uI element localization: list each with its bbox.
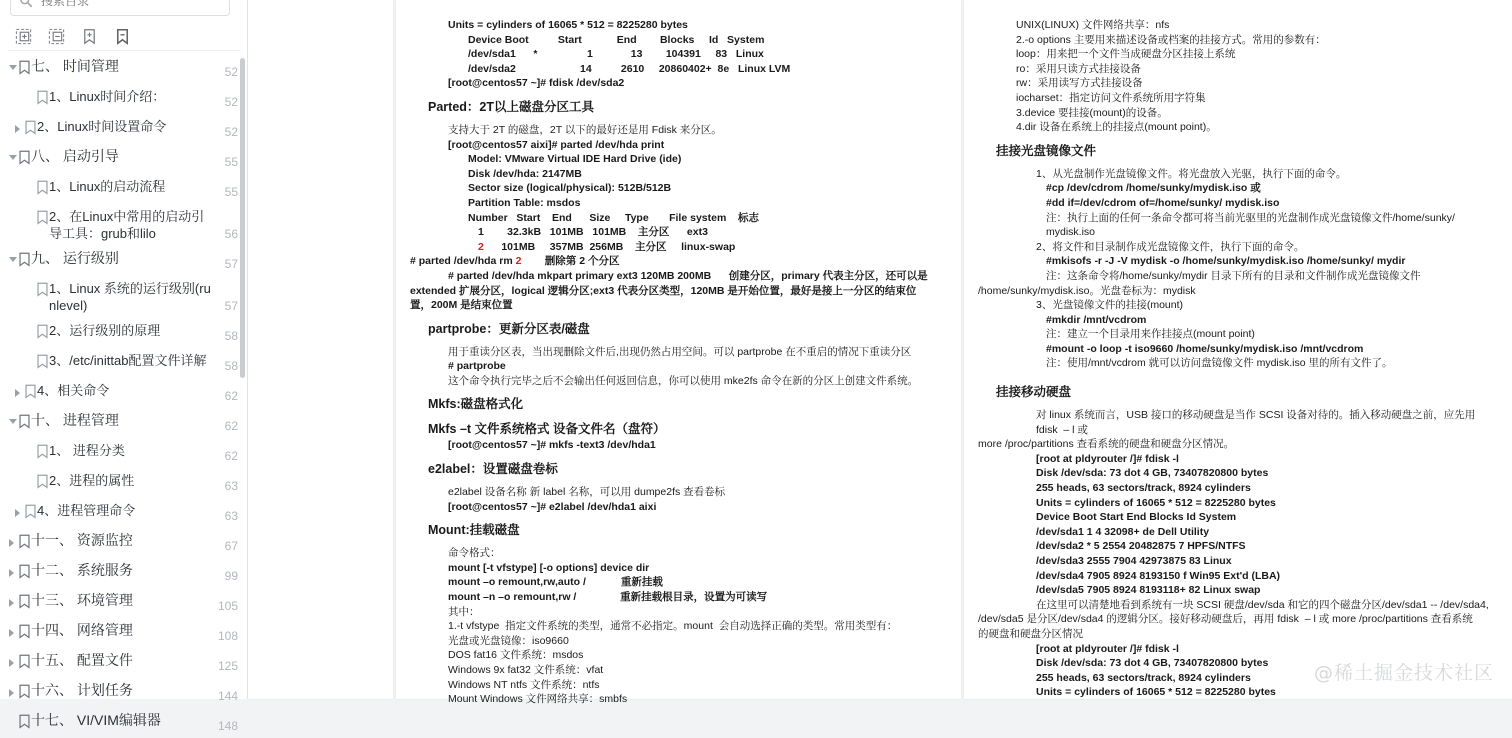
bookmark-icon	[36, 90, 49, 105]
doc-line: Disk /dev/sda: 73 dot 4 GB, 73407820800 bytes	[1036, 467, 1269, 480]
outline-item-label: 十二、 系统服务	[31, 562, 133, 578]
outline-item-label: 十一、 资源监控	[31, 532, 133, 548]
outline-item-page: 148	[217, 719, 238, 733]
bookmark-icon	[18, 684, 31, 699]
outline-item-page: 57	[224, 299, 238, 313]
outline-item-label: 1、 进程分类	[49, 443, 125, 458]
doc-line: [root@centos57 ~]# e2label /dev/hda1 aixi	[448, 500, 657, 513]
outline-list	[0, 54, 248, 733]
search-input[interactable]	[39, 0, 209, 9]
outline-item-page: 144	[217, 689, 238, 703]
doc-line: /home/sunky/mydisk.iso。光盘卷标为：mydisk	[978, 284, 1196, 297]
outline-item-page: 52	[224, 65, 238, 79]
doc-line: iocharset：指定访问文件系统所用字符集	[1016, 91, 1206, 104]
doc-line: more /proc/partitions 查看系统的硬盘和硬盘分区情况。	[978, 438, 1235, 451]
outline-item-label: 2、运行级别的原理	[49, 323, 161, 338]
doc-heading: 挂接移动硬盘	[996, 385, 1072, 400]
outline-item[interactable]	[0, 408, 248, 438]
page-top-margin	[978, 0, 1498, 18]
outline-item-page: 55	[224, 155, 238, 169]
doc-line: 对 linux 系统而言，USB 接口的移动硬盘是当作 SCSI 设备对待的。插入移动硬盘之前，应先用 fdisk – l 或	[1036, 409, 1479, 436]
outline-item[interactable]	[0, 84, 248, 114]
doc-line: [root@centos57 ~]# fdisk /dev/sda2	[448, 77, 625, 90]
bookmark-icon	[18, 150, 31, 165]
outline-item[interactable]	[0, 54, 248, 84]
document-page-2	[396, 0, 961, 706]
bookmark-icon	[18, 414, 31, 429]
outline-item[interactable]	[0, 648, 248, 678]
doc-line: mount –n –o remount,rw / 重新挂载根目录，设置为可读写	[448, 591, 768, 604]
outline-item-page: 63	[224, 479, 238, 493]
doc-line: 2、将文件和目录制作成光盘镜像文件，执行下面的命令。	[1036, 240, 1305, 253]
highlight-text: 2	[478, 240, 502, 253]
document-page-3	[964, 0, 1512, 699]
doc-line: 注：使用/mnt/vcdrom 就可以访问盘镜像文件 mydisk.iso 里的所有文件了。	[1046, 357, 1393, 370]
outline-item-page: 52	[224, 95, 238, 109]
outline-item-label: 3、/etc/inittab配置文件详解	[49, 353, 207, 368]
outline-item-page: 62	[224, 389, 238, 403]
doc-line: 命令格式：	[448, 547, 501, 560]
doc-line: 255 heads, 63 sectors/track, 8924 cylinders	[1036, 482, 1251, 495]
page-top-margin	[410, 0, 947, 18]
doc-line: Number Start End Size Type File system 标志	[468, 211, 759, 224]
doc-line: # parted /dev/hda rm 2 删除第 2 个分区	[410, 255, 620, 268]
doc-heading: Mount:挂载磁盘	[428, 523, 520, 538]
outline-item-label: 1、Linux 系统的运行级别(runlevel)	[49, 281, 211, 313]
bookmark-icon	[18, 654, 31, 669]
doc-line: 置，200M 是结束位置	[410, 299, 513, 312]
doc-line: /dev/sda2 14 2610 20860402+ 8e Linux LVM	[468, 62, 791, 75]
doc-line: mount –o remount,rw,auto / 重新挂载	[448, 576, 663, 589]
outline-item-label: 十五、 配置文件	[31, 652, 133, 668]
doc-line: #mount -o loop -t iso9660 /home/sunky/mydisk.iso /mnt/vcdrom	[1046, 342, 1364, 355]
bookmark-icon	[18, 564, 31, 579]
outline-item-page: 62	[224, 419, 238, 433]
doc-line: /dev/sda4 7905 8924 8193150 f Win95 Ext'd (LBA)	[1036, 569, 1281, 582]
bookmark-icon	[18, 252, 31, 267]
outline-item-label: 2、进程的属性	[49, 473, 135, 488]
bookmark-icon	[36, 474, 49, 489]
add-bookmark-icon[interactable]	[81, 28, 98, 45]
outline-item-page: 67	[224, 539, 238, 553]
expand-all-icon[interactable]	[15, 28, 32, 45]
bookmark-icon	[18, 714, 31, 729]
doc-heading: partprobe：更新分区表/磁盘	[428, 321, 590, 336]
doc-line: 注：这条命令将/home/sunky/mydir 目录下所有的目录和文件制作成光盘镜像文件	[1046, 269, 1421, 282]
outline-item-label: 七、 时间管理	[31, 58, 119, 74]
outline-item[interactable]	[0, 438, 248, 468]
bookmark-icon	[18, 594, 31, 609]
outline-item[interactable]	[0, 588, 248, 618]
outline-item[interactable]	[0, 708, 248, 738]
doc-line: 支持大于 2T 的磁盘，2T 以下的最好还是用 Fdisk 来分区。	[448, 123, 722, 136]
doc-line: [root@centos57 ~]# mkfs -text3 /dev/hda1	[448, 439, 656, 452]
doc-heading: e2label：设置磁盘卷标	[428, 462, 558, 477]
bookmark-icon	[36, 354, 49, 369]
outline-item-label: 八、 启动引导	[31, 148, 119, 164]
doc-line: /dev/sda1 * 1 13 104391 83 Linux	[468, 48, 764, 61]
doc-line: 3、光盘镜像文件的挂接(mount)	[1036, 299, 1184, 312]
doc-line: 1、从光盘制作光盘镜像文件。将光盘放入光驱，执行下面的命令。	[1036, 167, 1347, 180]
outline-item[interactable]	[0, 114, 248, 144]
outline-item[interactable]	[0, 558, 248, 588]
outline-item-label: 4、进程管理命令	[37, 503, 136, 518]
outline-item[interactable]	[0, 246, 248, 276]
outline-item-page: 99	[224, 569, 238, 583]
doc-line: 1 32.3kB 101MB 101MB 主分区 ext3	[478, 226, 708, 239]
doc-line: #mkisofs -r -J -V mydisk -o /home/sunky/mydisk.iso /home/sunky/ mydir	[1046, 255, 1406, 268]
doc-line: Disk /dev/sda: 73 dot 4 GB, 73407820800 bytes	[1036, 657, 1269, 670]
outline-item-label: 1、Linux时间介绍：	[49, 89, 166, 104]
bookmark-icon	[18, 534, 31, 549]
outline-item-label: 十三、 环境管理	[31, 592, 133, 608]
doc-line: /dev/sda1 1 4 32098+ de Dell Utility	[1036, 525, 1210, 538]
outline-item-page: 58	[224, 329, 238, 343]
highlight-text: 2	[515, 255, 522, 268]
doc-line: 的硬盘和硬盘分区情况	[978, 627, 1083, 640]
outline-item[interactable]	[0, 276, 248, 318]
doc-heading: 挂接光盘镜像文件	[996, 143, 1097, 158]
doc-line: rw：采用读写方式挂接设备	[1016, 77, 1143, 90]
outline-item-page: 108	[217, 629, 238, 643]
doc-heading: Mkfs:磁盘格式化	[428, 397, 524, 412]
outline-item-label: 十七、 VI/VIM编辑器	[31, 712, 161, 728]
outline-item-label: 十、 进程管理	[31, 412, 119, 428]
doc-line: 在这里可以清楚地看到系统有一块 SCSI 硬盘/dev/sda 和它的四个磁盘分区/dev/sda1 -- /dev/sda4,	[1036, 598, 1489, 611]
doc-line: 光盘或光盘镜像：iso9660	[448, 634, 569, 647]
toolbar-divider	[8, 50, 240, 51]
outline-item[interactable]	[0, 144, 248, 174]
outline-item-label: 1、Linux的启动流程	[49, 179, 166, 194]
doc-line: /dev/sda5 7905 8924 8193118+ 82 Linux swap	[1036, 584, 1261, 597]
bookmark-icon	[24, 504, 37, 519]
remove-bookmark-icon[interactable]	[114, 28, 131, 45]
doc-line: Windows NT ntfs 文件系统：ntfs	[448, 678, 600, 691]
doc-line: /dev/sda5 是分区/dev/sda4 的逻辑分区。接好移动硬盘后，再用 fdisk – l 或 more /proc/partitions 查看系统	[978, 613, 1473, 626]
outline-item-label: 2、在Linux中常用的启动引导工具：grub和lilo	[49, 209, 205, 241]
bookmark-icon	[36, 324, 49, 339]
doc-line: 2.-o options 主要用来描述设备或档案的挂接方式。常用的参数有：	[1016, 33, 1326, 46]
outline-item[interactable]	[0, 528, 248, 558]
doc-line: ro：采用只读方式挂接设备	[1016, 62, 1141, 75]
collapse-all-icon[interactable]	[48, 28, 65, 45]
outline-item[interactable]	[0, 678, 248, 708]
search-box[interactable]	[10, 0, 230, 16]
outline-item[interactable]	[0, 468, 248, 498]
doc-line: Units = cylinders of 16065 * 512 = 8225280 bytes	[448, 19, 688, 31]
doc-line: #mkdir /mnt/vcdrom	[1046, 313, 1147, 326]
outline-item-label: 十六、 计划任务	[31, 682, 133, 698]
doc-line: # partprobe	[448, 360, 506, 373]
outline-item-page: 63	[224, 509, 238, 523]
outline-item-label: 九、 运行级别	[31, 250, 119, 266]
outline-item-label: 2、Linux时间设置命令	[37, 119, 167, 134]
doc-line: [root at pldyrouter /]# fdisk -l	[1036, 452, 1179, 465]
doc-line: [root at pldyrouter /]# fdisk -l	[1036, 642, 1179, 655]
bookmark-icon	[36, 210, 49, 225]
bookmark-icon	[36, 180, 49, 195]
outline-item[interactable]	[0, 204, 248, 246]
doc-line: 255 heads, 63 sectors/track, 8924 cylinders	[1036, 671, 1251, 684]
outline-item-page: 62	[224, 449, 238, 463]
outline-item-page: 58	[224, 359, 238, 373]
doc-line: 4.dir 设备在系统上的挂接点(mount point)。	[1016, 121, 1217, 134]
doc-line: Disk /dev/hda: 2147MB	[468, 167, 582, 180]
doc-line: [root@centos57 aixi]# parted /dev/hda print	[448, 138, 665, 151]
outline-item-label: 十四、 网络管理	[31, 622, 133, 638]
bookmark-icon	[24, 120, 37, 135]
document-page-1	[248, 0, 393, 699]
doc-line: Units = cylinders of 16065 * 512 = 8225280 bytes	[1036, 496, 1276, 509]
outline-item[interactable]	[0, 618, 248, 648]
doc-line: Windows 9x fat32 文件系统：vfat	[448, 664, 604, 676]
doc-line: 注：建立一个目录用来作挂接点(mount point)	[1046, 328, 1255, 341]
doc-line: mount [-t vfstype] [-o options] device dir	[448, 561, 650, 574]
bookmark-icon	[36, 282, 49, 297]
outline-item-page: 125	[217, 659, 238, 673]
outline-sidebar	[0, 0, 248, 733]
doc-line: DOS fat16 文件系统：msdos	[448, 649, 584, 662]
outline-item[interactable]	[0, 318, 248, 348]
doc-line: #dd if=/dev/cdrom of=/home/sunky/ mydisk.iso	[1046, 196, 1280, 209]
watermark: @稀土掘金技术社区	[1313, 662, 1494, 684]
outline-item[interactable]	[0, 348, 248, 378]
doc-heading: Parted：2T以上磁盘分区工具	[428, 99, 594, 114]
doc-line: /dev/sda3 2555 7904 42973875 83 Linux	[1036, 555, 1232, 567]
search-icon	[19, 0, 33, 8]
outline-item[interactable]	[0, 498, 248, 528]
doc-line: Mount Windows 文件网络共享：smbfs	[448, 693, 628, 706]
doc-line: 这个命令执行完毕之后不会输出任何返回信息，你可以使用 mke2fs 命令在新的分区上创建文件系统。	[448, 374, 919, 387]
bookmark-icon	[24, 384, 37, 399]
doc-line: 1.-t vfstype 指定文件系统的类型，通常不必指定。mount 会自动选择正确的类型。常用类型有：	[448, 620, 898, 633]
doc-line: 2 101MB 357MB 256MB 主分区 linux-swap	[478, 240, 736, 253]
bookmark-icon	[36, 444, 49, 459]
doc-line: /dev/sda2 * 5 2554 20482875 7 HPFS/NTFS	[1036, 540, 1246, 553]
document-viewer[interactable]	[248, 0, 1512, 706]
outline-item-page: 57	[224, 257, 238, 271]
doc-line: 其中：	[448, 605, 480, 618]
doc-line: Sector size (logical/physical): 512B/512B	[468, 182, 672, 195]
outline-item-page: 52	[224, 125, 238, 139]
outline-item[interactable]	[0, 378, 248, 408]
doc-line: Device Boot Start End Blocks Id System	[1036, 511, 1237, 524]
doc-line: extended 扩展分区，logical 逻辑分区;ext3 代表分区类型，120MB 是开始位置，最好是接上一分区的结束位	[410, 284, 917, 297]
bookmark-icon	[18, 624, 31, 639]
doc-line: loop：用来把一个文件当成硬盘分区挂接上系统	[1016, 48, 1236, 61]
doc-line: 3.device 要挂接(mount)的设备。	[1016, 106, 1168, 119]
doc-line: #cp /dev/cdrom /home/sunky/mydisk.iso 或	[1046, 182, 1261, 195]
doc-line: 注：执行上面的任何一条命令都可将当前光驱里的光盘制作成光盘镜像文件/home/sunky/ mydisk.iso	[1046, 211, 1458, 239]
doc-line: # parted /dev/hda mkpart primary ext3 120MB 200MB 创建分区，primary 代表主分区，还可以是	[448, 269, 928, 282]
outline-item-page: 56	[224, 227, 238, 241]
doc-line: UNIX(LINUX) 文件网络共享：nfs	[1016, 19, 1170, 31]
doc-line: e2label 设备名称 新 label 名称，可以用 dumpe2fs 查看卷标	[448, 486, 726, 499]
doc-line: Device Boot Start End Blocks Id System	[468, 33, 765, 46]
doc-line: Model: VMware Virtual IDE Hard Drive (ide)	[468, 153, 682, 166]
bookmark-icon	[18, 60, 31, 75]
outline-item-label: 4、相关命令	[37, 383, 110, 398]
sidebar-scrollbar[interactable]	[240, 58, 245, 378]
outline-item[interactable]	[0, 174, 248, 204]
doc-line: Units = cylinders of 16065 * 512 = 8225280 bytes	[1036, 686, 1276, 699]
outline-item-page: 105	[217, 599, 238, 613]
doc-line: 用于重读分区表，当出现删除文件后,出现仍然占用空间。可以 partprobe 在不重启的情况下重读分区	[448, 345, 912, 358]
doc-line: Partition Table: msdos	[468, 196, 581, 209]
outline-toolbar	[10, 22, 238, 50]
doc-heading: Mkfs –t 文件系统格式 设备文件名（盘符）	[428, 422, 666, 437]
outline-item-page: 55	[224, 185, 238, 199]
